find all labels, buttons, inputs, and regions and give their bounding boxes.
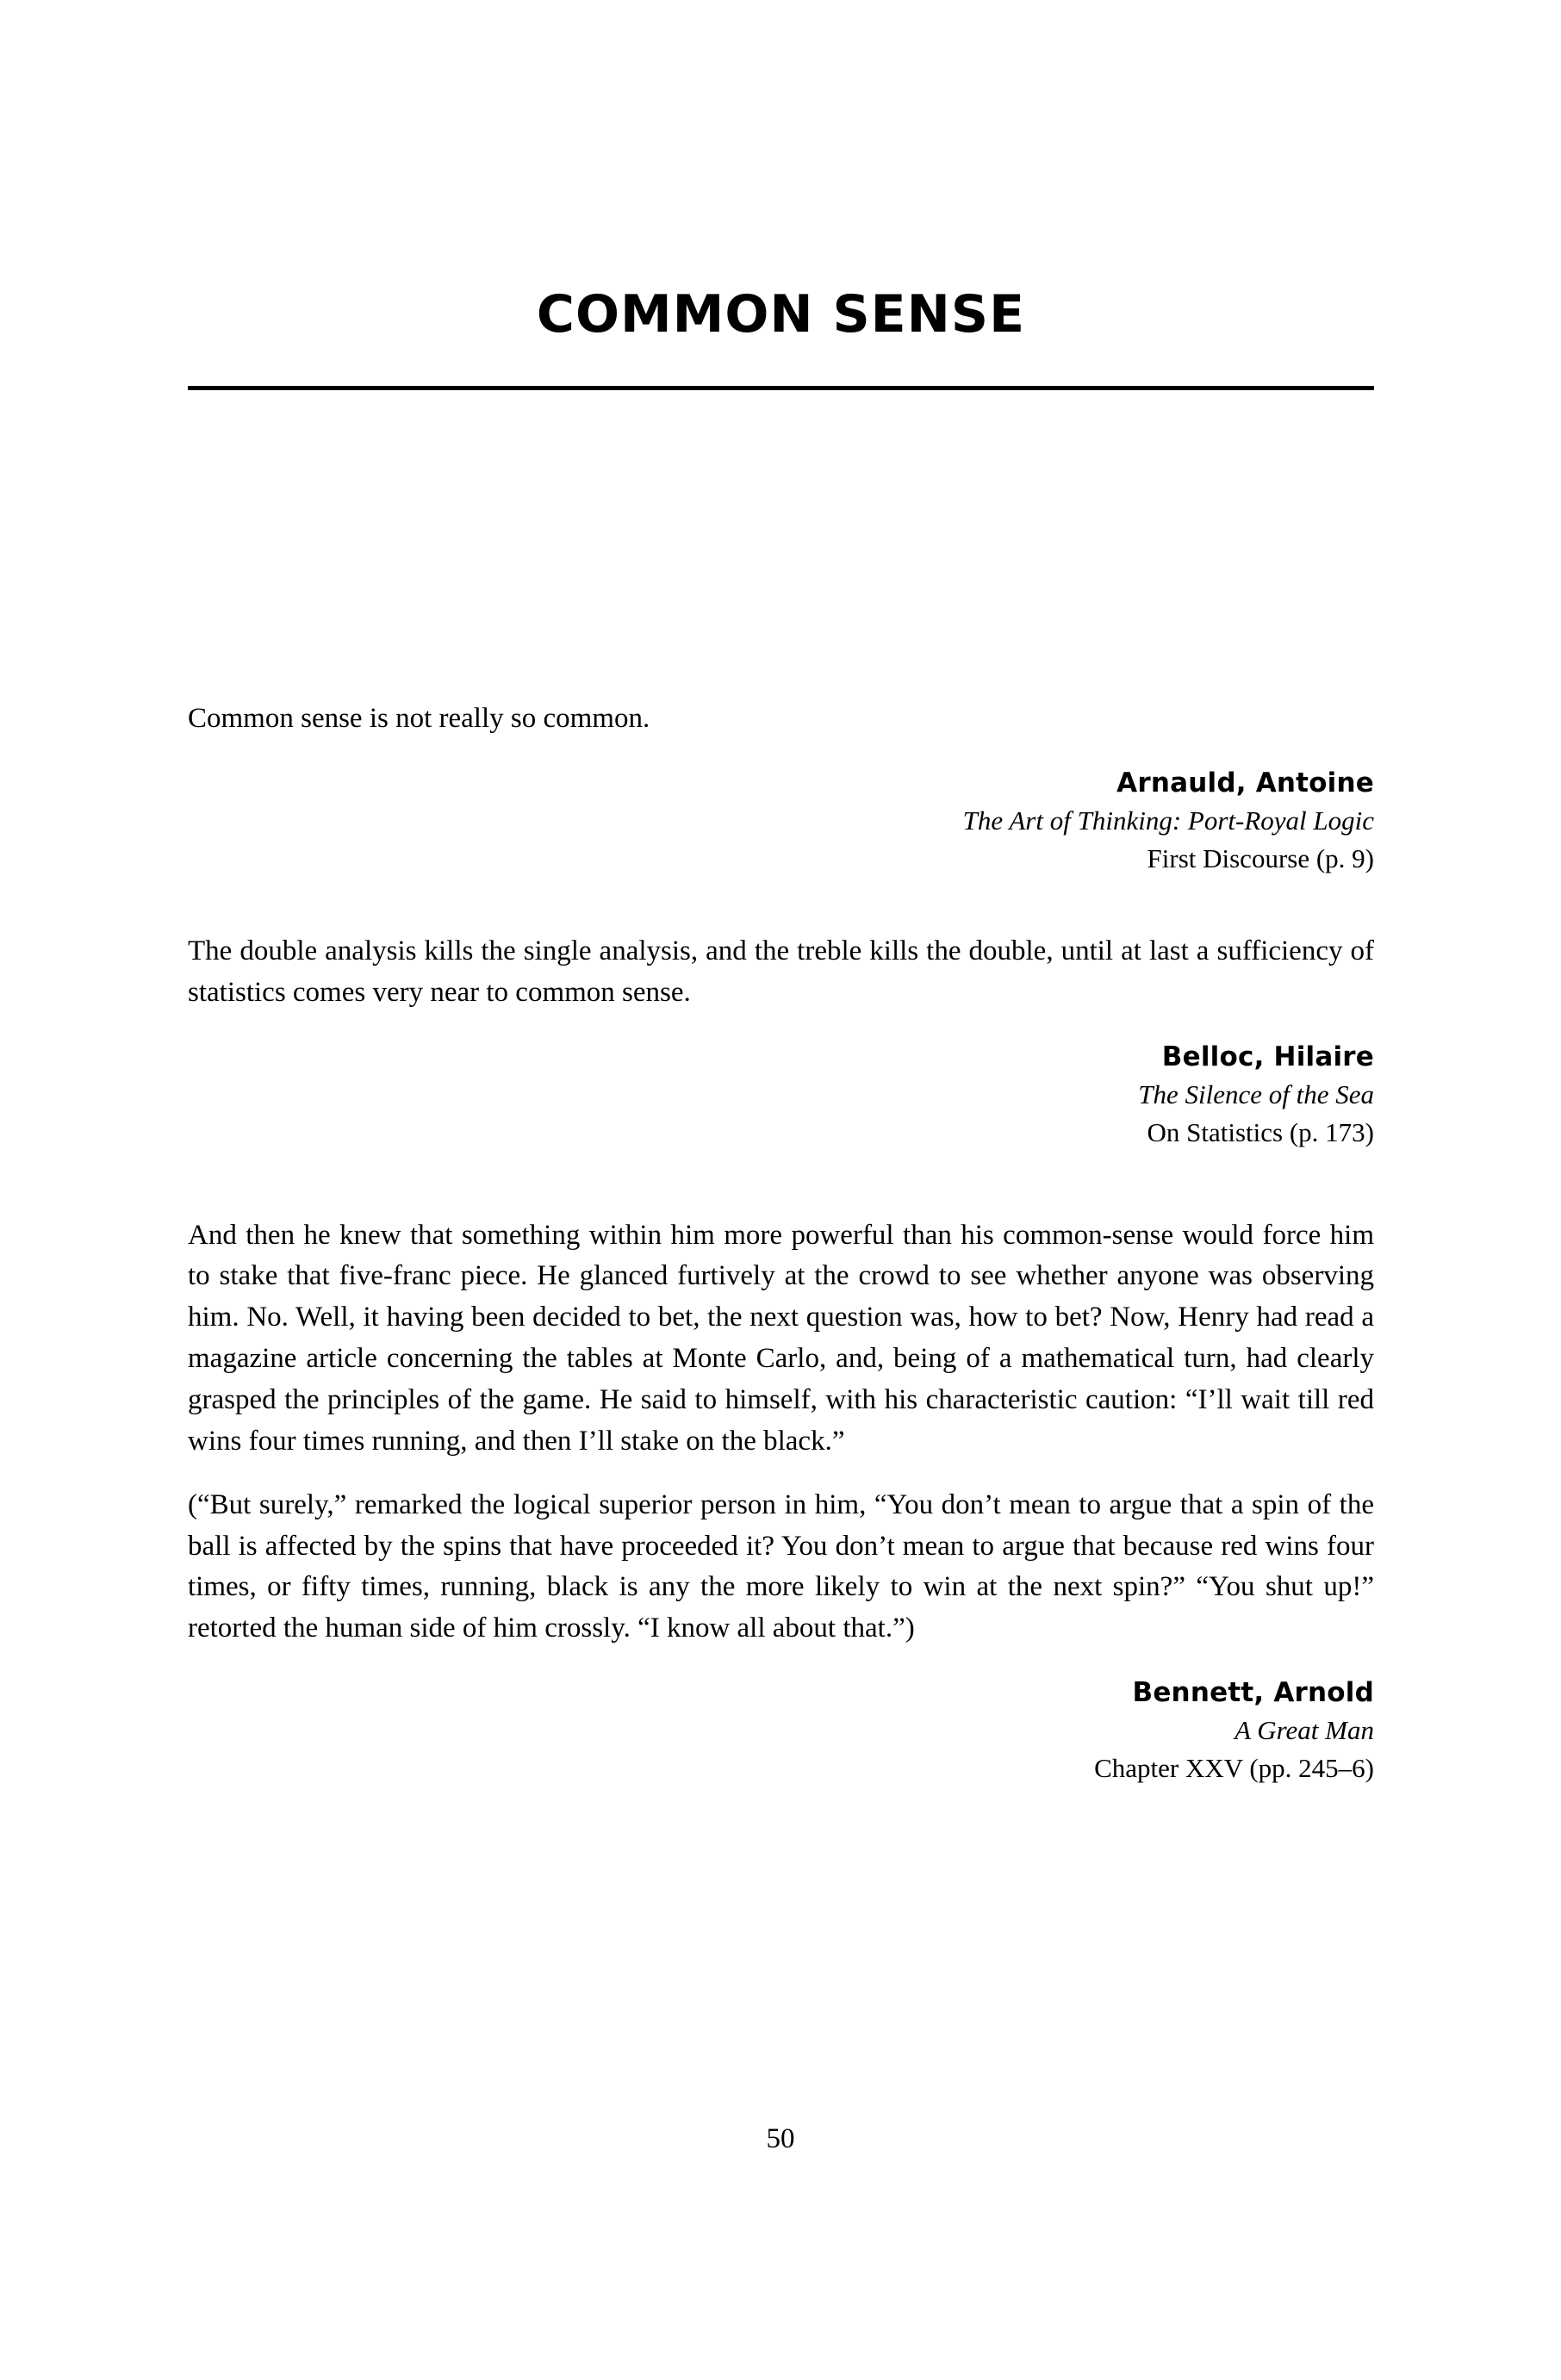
- attribution-author: Belloc, Hilaire: [1161, 1041, 1374, 1072]
- attribution-locator: On Statistics (p. 173): [1147, 1116, 1374, 1147]
- quote-attribution: [188, 1674, 1374, 1787]
- attribution-locator: First Discourse (p. 9): [1147, 842, 1374, 873]
- quote-attribution: [188, 1038, 1374, 1152]
- quote-paragraph: (“But surely,” remarked the logical superior person in him, “You don’t mean to argue that a spin of the ball is affected by the spins that have proceeded it? You don’t mean to argue that because red wins four times, or fifty times, running, black is any the more likely to win at the next spin?” “You shut up!” retorted the human side of him crossly. “I know all about that.”): [188, 1488, 1374, 1644]
- quote-spacer: [188, 1152, 1374, 1215]
- quote-attribution: [188, 764, 1374, 878]
- quote-block-bennett: [188, 1215, 1374, 1787]
- attribution-source: A Great Man: [1234, 1715, 1374, 1746]
- title-spacer: [188, 390, 1374, 699]
- attribution-source: The Silence of the Sea: [1138, 1078, 1374, 1109]
- page-number: 50: [766, 2123, 795, 2154]
- attribution-locator: Chapter XXV (pp. 245–6): [1094, 1753, 1374, 1784]
- quote-text: The double analysis kills the single analysis, and the treble kills the double, until at last a sufficiency of statistics comes very near to common sense.: [188, 935, 1374, 1008]
- quote-block-belloc: [188, 931, 1374, 1152]
- quote-block-arnauld: [188, 699, 1374, 878]
- attribution-author: Arnauld, Antoine: [1116, 767, 1374, 799]
- attribution-source: The Art of Thinking: Port-Royal Logic: [962, 805, 1374, 836]
- attribution-author: Bennett, Arnold: [1132, 1677, 1374, 1709]
- quote-paragraph: And then he knew that something within him more powerful than his common-sense would force him to stake that five-franc piece. He glanced furtively at the crowd to see whether anyone was observing him. No. Well, it having been decided to bet, the next question was, how to bet? Now, Henry had read a magazine article concerning the tables at Monte Carlo, and, being of a mathematical turn, had clearly grasped the principles of the game. He said to himself, with his characteristic caution: “I’ll wait till red wins four times running, and then I’ll stake on the black.”: [188, 1219, 1374, 1457]
- page-content: [188, 284, 1374, 1787]
- quote-text: Common sense is not really so common.: [188, 703, 650, 734]
- quote-spacer: [188, 878, 1374, 931]
- page-title: COMMON SENSE: [536, 284, 1026, 345]
